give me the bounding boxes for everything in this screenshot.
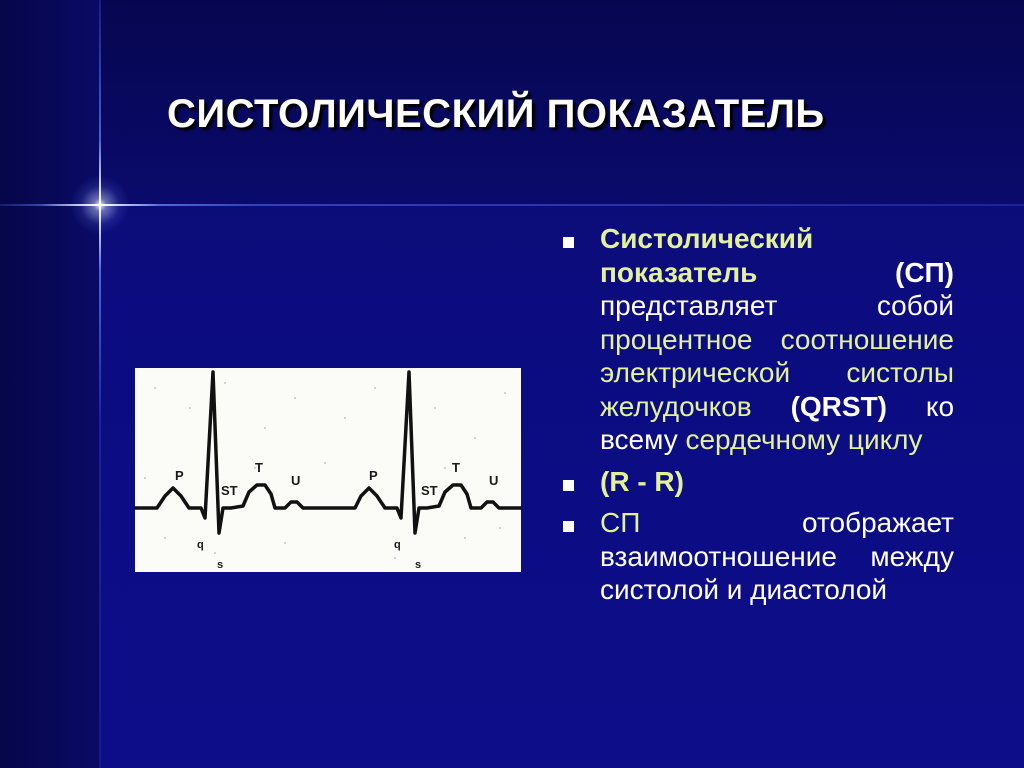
ecg-label-st: ST	[421, 483, 438, 498]
text-rr: (R - R)	[600, 465, 684, 497]
ecg-label-p: P	[369, 468, 378, 483]
ecg-label-u: U	[489, 473, 499, 488]
sparkle-ray-vertical	[99, 140, 101, 270]
bullet-square-icon	[563, 480, 574, 491]
ecg-label-p: P	[175, 468, 184, 483]
ecg-label-u: U	[291, 473, 301, 488]
ecg-label-q: q	[394, 539, 401, 551]
ecg-image	[135, 368, 521, 572]
bullet-definition	[560, 222, 954, 457]
bullet-square-icon	[563, 237, 574, 248]
bullet-list	[560, 222, 954, 615]
text-qrst: (QRST)	[790, 390, 887, 422]
text-percent-ratio: процентное соотношение электрической систолы желудочков	[600, 323, 954, 422]
text-to-whole: ко всему	[600, 390, 955, 455]
bullet-rr	[560, 465, 954, 499]
slide-title: СИСТОЛИЧЕСКИЙ ПОКАЗАТЕЛЬ	[167, 92, 825, 136]
text-itself: собой	[876, 290, 954, 321]
ecg-label-s: s	[415, 559, 422, 571]
ecg-label-t: T	[255, 460, 263, 475]
term-systolic-index: Систолический показатель	[600, 223, 814, 288]
abbr-sp: СП	[600, 507, 641, 538]
ecg-label-st: ST	[221, 483, 238, 498]
ecg-label-s: s	[217, 559, 224, 571]
left-band-decoration	[0, 0, 100, 768]
text-relationship: отображает взаимоотношение между систолой и диастолой	[600, 507, 954, 605]
ecg-diagram	[135, 368, 521, 572]
ecg-label-q: q	[197, 539, 204, 551]
vertical-rule	[99, 0, 101, 768]
text-represents: представляет	[600, 290, 778, 321]
bullet-relationship	[560, 506, 954, 607]
abbr-sp: (СП)	[895, 256, 954, 288]
text-cardiac-cycle: сердечному циклу	[685, 424, 923, 455]
bullet-square-icon	[563, 521, 574, 532]
ecg-label-t: T	[452, 460, 460, 475]
ecg-trace	[135, 372, 521, 533]
